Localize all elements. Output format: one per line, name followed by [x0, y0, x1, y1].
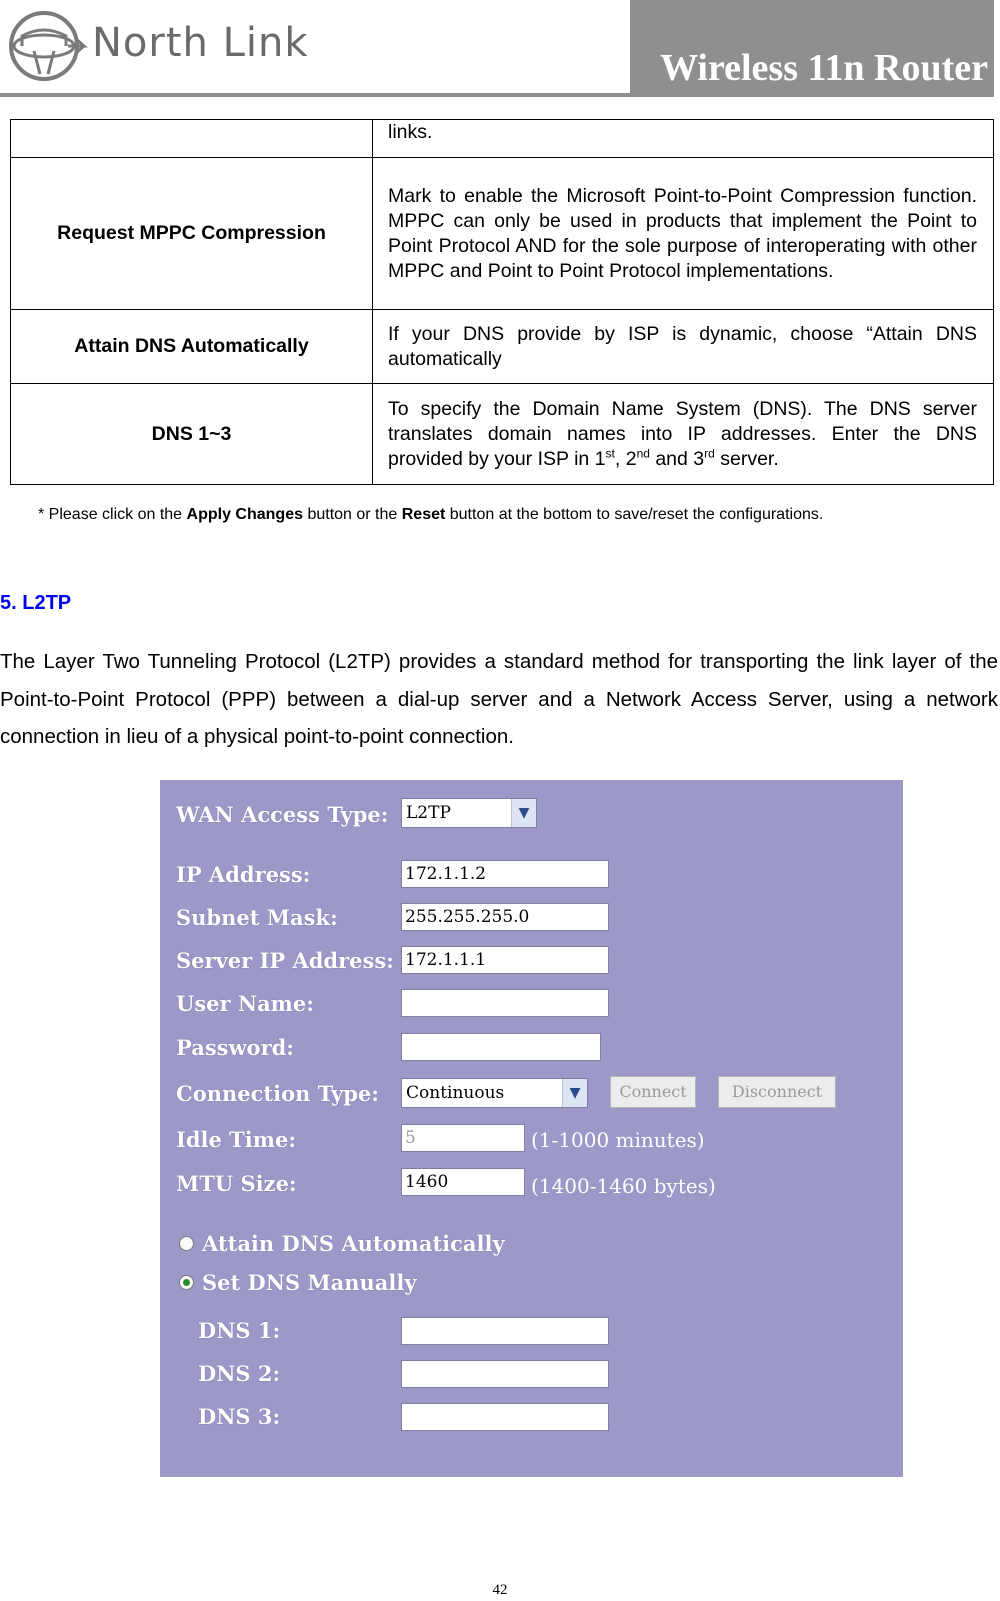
param-description: If your DNS provide by ISP is dynamic, choose “Attain DNS automatically [373, 310, 994, 384]
dns1-input[interactable] [401, 1317, 609, 1345]
title-banner [630, 0, 994, 94]
password-input[interactable] [401, 1033, 601, 1061]
param-description [373, 384, 994, 485]
connection-type-select[interactable] [401, 1078, 588, 1108]
subnet-mask-label: Subnet Mask: [176, 905, 338, 930]
connection-type-label: Connection Type: [176, 1081, 379, 1106]
ip-address-label: IP Address: [176, 862, 311, 887]
note-reset: Reset [401, 506, 446, 523]
param-name [11, 120, 373, 158]
page-number: 42 [492, 1582, 508, 1598]
attain-dns-radio[interactable] [179, 1236, 194, 1251]
footnote [38, 506, 823, 524]
connect-button[interactable]: Connect [610, 1076, 696, 1108]
page-header [0, 0, 1000, 100]
mtu-size-hint: (1400-1460 bytes) [531, 1174, 716, 1198]
parameter-table [10, 119, 994, 485]
set-dns-manually-radio[interactable] [179, 1275, 194, 1290]
desc-text: To specify the Domain Name System (DNS). The DNS server translates domain names into IP addresses. Enter the DNS provided by your ISP in 1 [388, 397, 977, 470]
chevron-down-icon[interactable]: ▼ [511, 799, 536, 827]
ip-address-input[interactable]: 172.1.1.2 [401, 860, 609, 888]
desc-text: , 2 [614, 447, 637, 470]
user-name-input[interactable] [401, 989, 609, 1017]
dns1-label: DNS 1: [198, 1318, 281, 1343]
set-dns-manually-label: Set DNS Manually [202, 1270, 417, 1295]
note-text: button or the [303, 506, 402, 523]
table-row [11, 384, 994, 485]
param-name: Attain DNS Automatically [11, 310, 373, 384]
dns3-input[interactable] [401, 1403, 609, 1431]
param-description: Mark to enable the Microsoft Point-to-Point Compression function. MPPC can only be used in products that implement the Point to Point Protocol AND for the sole purpose of interoperating with other MPPC and Point to Point Protocol implementations. [373, 158, 994, 310]
desc-text: server. [714, 447, 779, 470]
logo-text: North Link [92, 20, 309, 66]
chevron-down-icon[interactable]: ▼ [562, 1079, 587, 1107]
table-row [11, 120, 994, 158]
password-label: Password: [176, 1035, 295, 1060]
dns2-label: DNS 2: [198, 1361, 281, 1386]
l2tp-config-screenshot [160, 780, 903, 1477]
mtu-size-label: MTU Size: [176, 1171, 297, 1196]
desc-text: and 3 [649, 447, 705, 470]
param-description: links. [373, 120, 994, 158]
section-heading: 5. L2TP [0, 592, 72, 614]
mtu-size-input[interactable]: 1460 [401, 1168, 525, 1196]
dns2-input[interactable] [401, 1360, 609, 1388]
section-paragraph: The Layer Two Tunneling Protocol (L2TP) provides a standard method for transporting the link layer of the Point-to-Point Protocol (PPP) between a dial-up server and a Network Access Server, using a network connection in lieu of a physical point-to-point connection. [0, 650, 998, 748]
subnet-mask-input[interactable]: 255.255.255.0 [401, 903, 609, 931]
document-title: Wireless 11n Router [660, 47, 988, 89]
idle-time-label: Idle Time: [176, 1127, 297, 1152]
note-text: * Please click on the [38, 506, 187, 523]
idle-time-hint: (1-1000 minutes) [531, 1128, 705, 1152]
table-row [11, 158, 994, 310]
header-divider [0, 93, 994, 97]
attain-dns-label: Attain DNS Automatically [202, 1231, 505, 1256]
param-name: Request MPPC Compression [11, 158, 373, 310]
wan-access-type-value: L2TP [406, 803, 451, 823]
connection-type-value: Continuous [406, 1083, 505, 1103]
server-ip-input[interactable]: 172.1.1.1 [401, 946, 609, 974]
wan-access-type-label: WAN Access Type: [176, 802, 389, 827]
ordinal-suffix: rd [704, 446, 715, 460]
param-name: DNS 1~3 [11, 384, 373, 485]
user-name-label: User Name: [176, 991, 315, 1016]
idle-time-input[interactable]: 5 [401, 1124, 525, 1152]
server-ip-label: Server IP Address: [176, 948, 394, 973]
dns3-label: DNS 3: [198, 1404, 281, 1429]
ordinal-suffix: nd [636, 446, 650, 460]
note-text: button at the bottom to save/reset the configurations. [445, 506, 824, 523]
note-apply-changes: Apply Changes [186, 506, 303, 523]
ordinal-suffix: st [605, 446, 615, 460]
table-row [11, 310, 994, 384]
wan-access-type-select[interactable] [401, 798, 537, 828]
disconnect-button[interactable]: Disconnect [718, 1076, 836, 1108]
